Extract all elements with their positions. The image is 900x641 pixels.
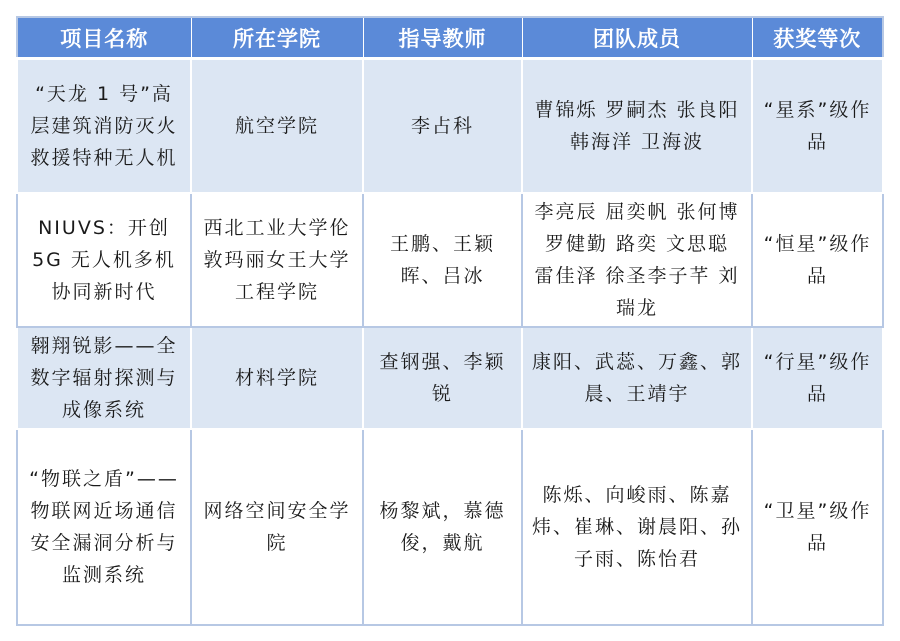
- table-row: [17, 59, 883, 194]
- cell-members: 李亮辰 屈奕帆 张何博 罗健勤 路奕 文思聪 雷佳泽 徐圣李子芊 刘瑞龙: [522, 193, 752, 327]
- header-advisor: 指导教师: [363, 17, 522, 59]
- cell-college: 网络空间安全学院: [191, 429, 363, 625]
- cell-college: 航空学院: [191, 59, 363, 194]
- cell-project: NIUVS：开创 5G 无人机多机协同新时代: [17, 193, 191, 327]
- cell-advisor: 查钢强、李颖锐: [363, 327, 522, 429]
- awards-table: [16, 16, 884, 626]
- header-award-level: 获奖等次: [752, 17, 883, 59]
- cell-award: “星系”级作品: [752, 59, 883, 194]
- cell-members: 康阳、武蕊、万鑫、郭晨、王靖宇: [522, 327, 752, 429]
- cell-project: 翱翔锐影——全数字辐射探测与成像系统: [17, 327, 191, 429]
- cell-project: “物联之盾”——物联网近场通信安全漏洞分析与监测系统: [17, 429, 191, 625]
- table-row: [17, 429, 883, 625]
- table-row: [17, 193, 883, 327]
- table-header-row: [17, 17, 883, 59]
- cell-members: 陈烁、向峻雨、陈嘉炜、崔琳、谢晨阳、孙子雨、陈怡君: [522, 429, 752, 625]
- cell-advisor: 杨黎斌，慕德俊，戴航: [363, 429, 522, 625]
- cell-award: “恒星”级作品: [752, 193, 883, 327]
- header-college: 所在学院: [191, 17, 363, 59]
- cell-award: “卫星”级作品: [752, 429, 883, 625]
- header-team-members: 团队成员: [522, 17, 752, 59]
- cell-project: “天龙 1 号”高层建筑消防灭火救援特种无人机: [17, 59, 191, 194]
- cell-advisor: 王鹏、王颖晖、吕冰: [363, 193, 522, 327]
- header-project-name: 项目名称: [17, 17, 191, 59]
- table-row: [17, 327, 883, 429]
- cell-college: 西北工业大学伦敦玛丽女王大学工程学院: [191, 193, 363, 327]
- awards-table-container: [16, 16, 884, 626]
- cell-advisor: 李占科: [363, 59, 522, 194]
- cell-members: 曹锦烁 罗嗣杰 张良阳 韩海洋 卫海波: [522, 59, 752, 194]
- cell-college: 材料学院: [191, 327, 363, 429]
- cell-award: “行星”级作品: [752, 327, 883, 429]
